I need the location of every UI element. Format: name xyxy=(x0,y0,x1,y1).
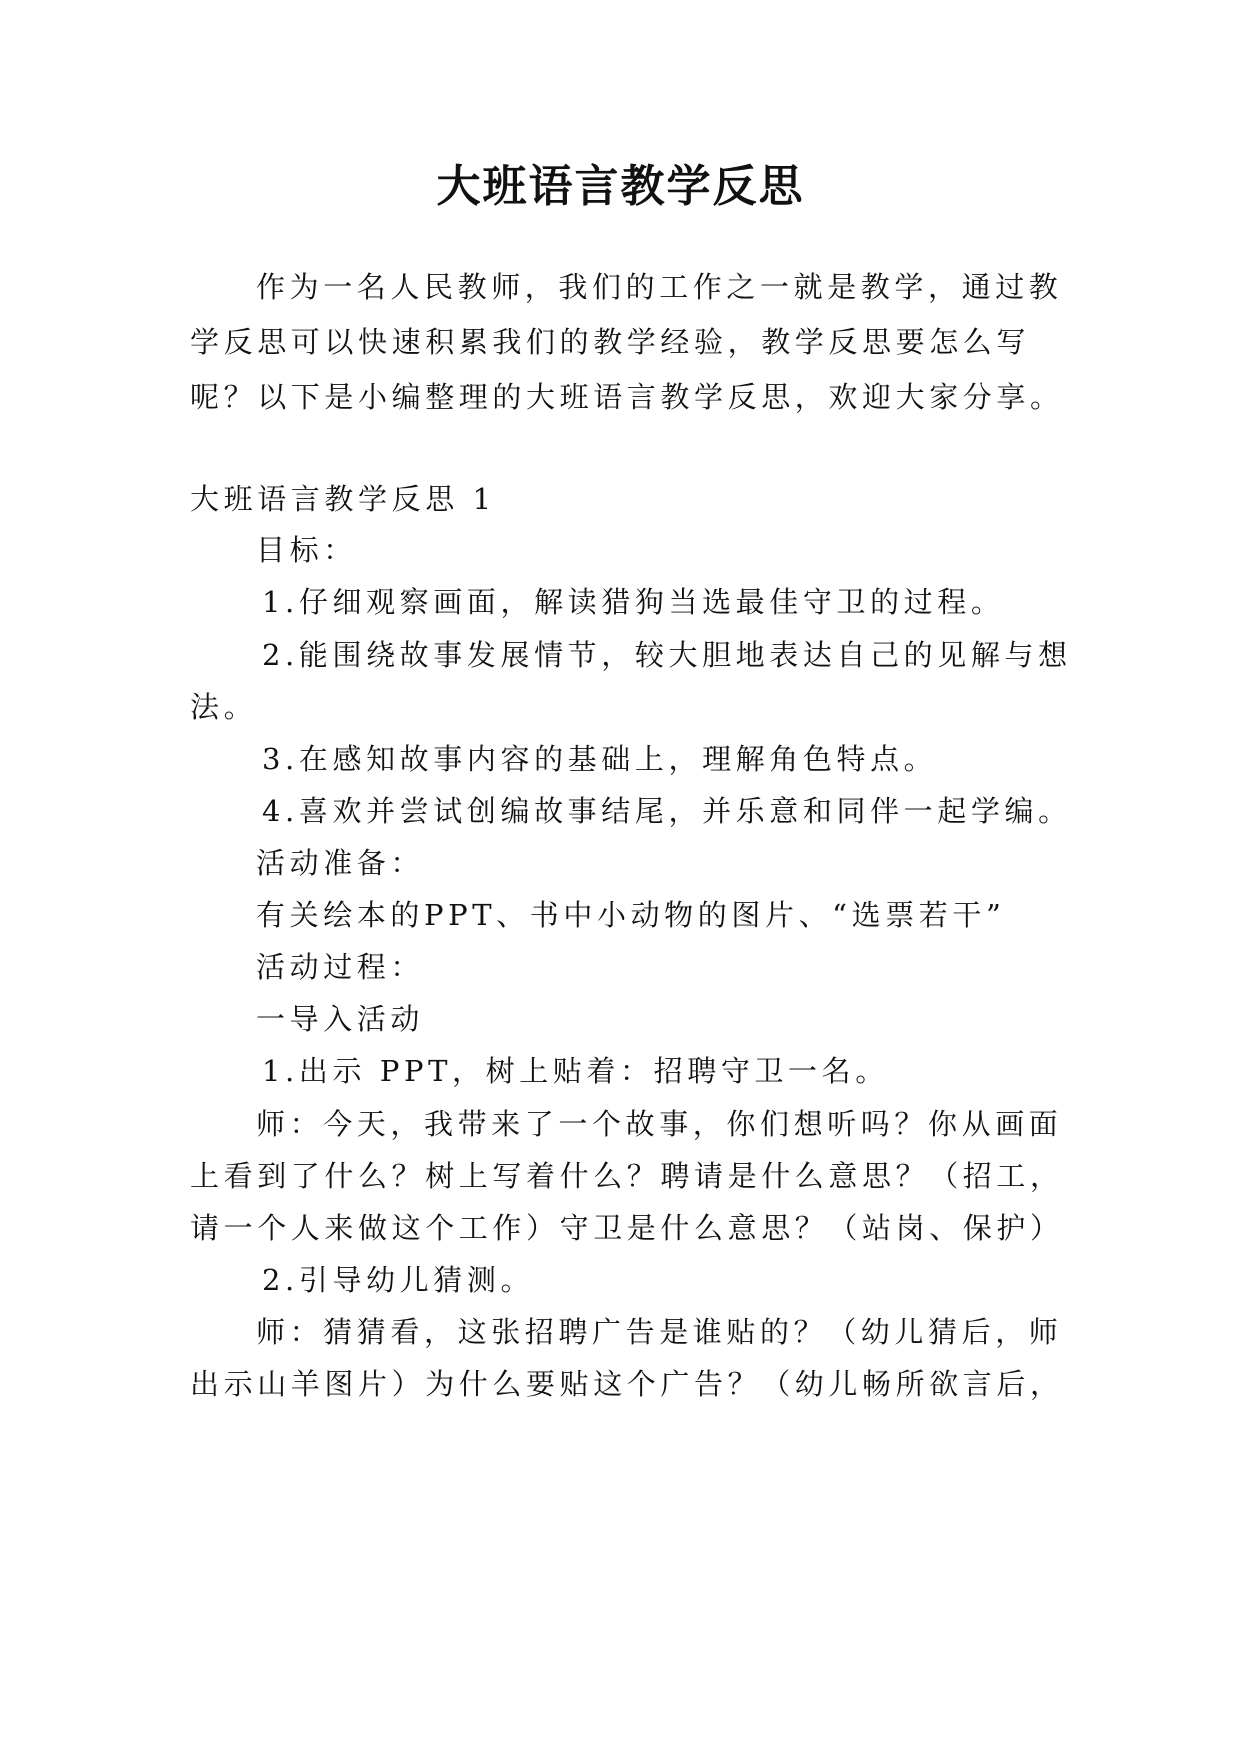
body-line: 上看到了什么？树上写着什么？聘请是什么意思？（招工， xyxy=(190,1159,1064,1193)
intro-line: 作为一名人民教师，我们的工作之一就是教学，通过教 xyxy=(256,270,1063,304)
body-line: 1.仔细观察画面，解读猎狗当选最佳守卫的过程。 xyxy=(262,585,1005,619)
body-line: 出示山羊图片）为什么要贴这个广告？（幼儿畅所欲言后， xyxy=(190,1367,1064,1401)
body-line: 有关绘本的PPT、书中小动物的图片、“选票若干” xyxy=(256,898,1006,932)
intro-line: 呢？以下是小编整理的大班语言教学反思，欢迎大家分享。 xyxy=(190,380,1064,414)
body-line: 目标： xyxy=(256,533,357,567)
body-line: 活动准备： xyxy=(256,846,425,880)
document-title: 大班语言教学反思 xyxy=(436,161,805,212)
intro-line: 学反思可以快速积累我们的教学经验，教学反思要怎么写 xyxy=(190,325,1031,359)
section-heading: 大班语言教学反思 1 xyxy=(190,482,496,516)
body-line: 活动过程： xyxy=(256,950,425,984)
body-line: 一导入活动 xyxy=(256,1002,425,1036)
body-line: 3.在感知故事内容的基础上，理解角色特点。 xyxy=(262,742,938,776)
body-line: 师：今天，我带来了一个故事，你们想听吗？你从画面 xyxy=(256,1107,1063,1141)
body-line: 请一个人来做这个工作）守卫是什么意思？（站岗、保护） xyxy=(190,1211,1064,1245)
body-line: 师：猜猜看，这张招聘广告是谁贴的？（幼儿猜后，师 xyxy=(256,1315,1063,1349)
body-line: 法。 xyxy=(190,690,258,724)
body-line: 4.喜欢并尝试创编故事结尾，并乐意和同伴一起学编。 xyxy=(262,794,1072,828)
body-line: 2.能围绕故事发展情节，较大胆地表达自己的见解与想 xyxy=(262,638,1072,672)
body-line: 2.引导幼儿猜测。 xyxy=(262,1263,535,1297)
body-line: 1.出示 PPT，树上贴着：招聘守卫一名。 xyxy=(262,1054,889,1088)
